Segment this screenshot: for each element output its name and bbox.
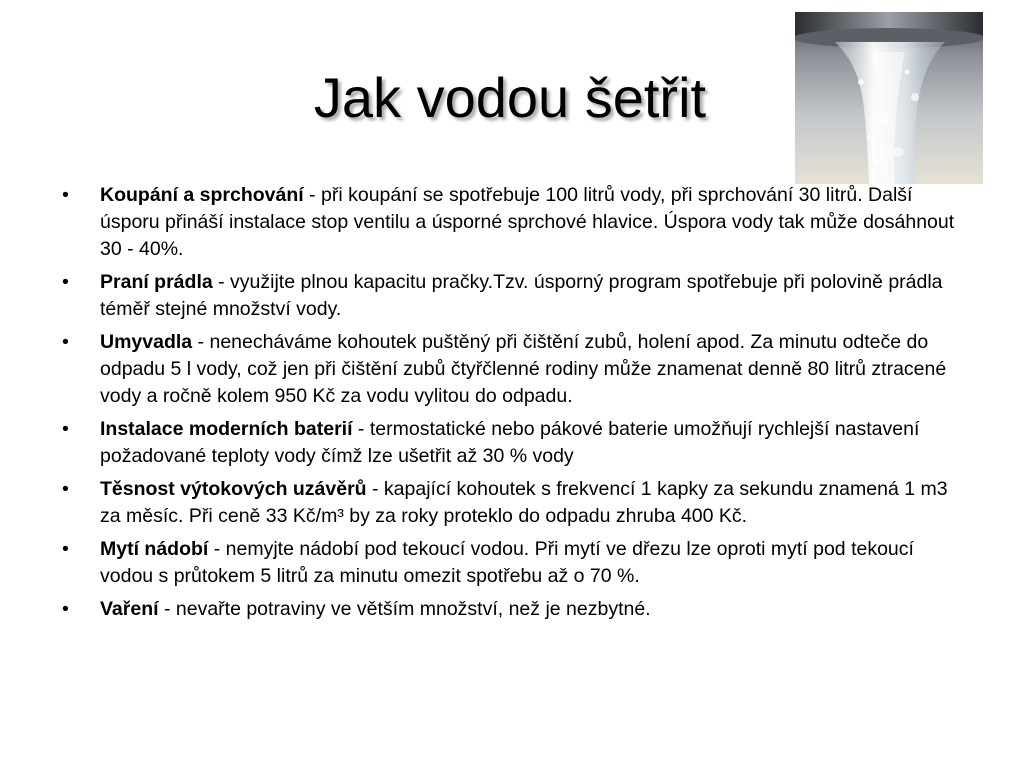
bullet-marker: • bbox=[62, 184, 69, 206]
item-text: - využijte plnou kapacitu pračky.Tzv. úsporný program spotřebuje při polovině prádla téměř stejné množství vody. bbox=[100, 271, 943, 320]
item-term: Umyvadla bbox=[100, 331, 193, 353]
list-item bbox=[62, 476, 962, 530]
item-text: - termostatické nebo pákové baterie umožňují rychlejší nastavení požadované teploty vody čímž lze ušetřit až 30 % vody bbox=[100, 418, 920, 467]
slide-title: Jak vodou šetřit bbox=[313, 66, 707, 129]
list-item bbox=[62, 596, 962, 623]
item-text: - při koupání se spotřebuje 100 litrů vody, při sprchování 30 litrů. Další úsporu přináší instalace stop ventilu a úsporné sprchové hlavice. Úspora vody tak může dosáhnout 30 - 40%. bbox=[100, 184, 955, 260]
bullet-marker: • bbox=[62, 538, 69, 560]
bullet-marker: • bbox=[62, 418, 69, 440]
item-term: Koupání a sprchování bbox=[100, 184, 304, 206]
water-faucet-photo bbox=[795, 12, 983, 184]
list-item bbox=[62, 182, 962, 263]
list-item bbox=[62, 269, 962, 323]
bullet-marker: • bbox=[62, 478, 69, 500]
list-item bbox=[62, 536, 962, 590]
item-text: - nevařte potraviny ve větším množství, než je nezbytné. bbox=[158, 598, 651, 620]
water-stream-icon bbox=[795, 12, 983, 184]
bullet-list bbox=[62, 182, 962, 629]
item-term: Instalace moderních baterií bbox=[100, 418, 353, 440]
item-text: - kapající kohoutek s frekvencí 1 kapky za sekundu znamená 1 m3 za měsíc. Při ceně 33 Kč/m³ by za roky proteklo do odpadu zhruba 400 Kč. bbox=[100, 478, 948, 527]
bullet-marker: • bbox=[62, 598, 69, 620]
bullet-marker: • bbox=[62, 331, 69, 353]
item-term: Praní prádla bbox=[100, 271, 213, 293]
item-text: - nenecháváme kohoutek puštěný při čištění zubů, holení apod. Za minutu odteče do odpadu 5 l vody, což jen při čištění zubů čtyřčlenné rodiny může znamenat denně 80 litrů ztracené vody a ročně kolem 950 Kč za vodu vylitou do odpadu. bbox=[100, 331, 947, 407]
list-item bbox=[62, 329, 962, 410]
item-term: Vaření bbox=[100, 598, 159, 620]
item-term: Těsnost výtokových uzávěrů bbox=[100, 478, 367, 500]
list-item bbox=[62, 416, 962, 470]
bullet-marker: • bbox=[62, 271, 69, 293]
item-text: - nemyjte nádobí pod tekoucí vodou. Při mytí ve dřezu lze oproti mytí pod tekoucí vodou s průtokem 5 litrů za minutu omezit spotřebu až o 70 %. bbox=[100, 538, 914, 587]
item-term: Mytí nádobí bbox=[100, 538, 209, 560]
